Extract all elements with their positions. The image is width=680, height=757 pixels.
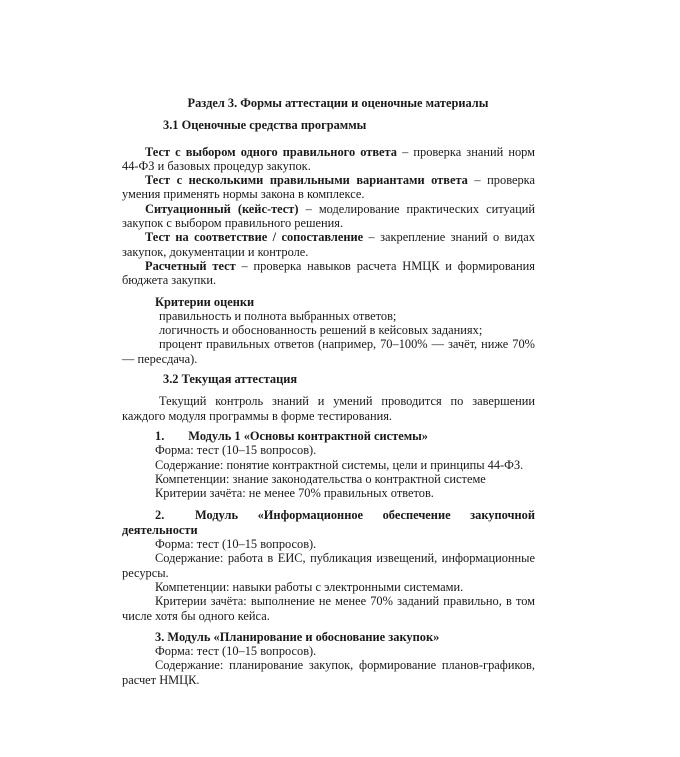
section-3-1-heading: 3.1 Оценочные средства программы [163, 118, 367, 133]
module-2-block [122, 508, 535, 622]
vertical-space [122, 110, 535, 118]
section-3-2-heading: 3.2 Текущая аттестация [163, 372, 298, 387]
module-title-words [195, 508, 535, 522]
assessment-item [122, 173, 535, 202]
module-detail-line: Форма: тест (10–15 вопросов). [155, 644, 317, 659]
module-2-heading-line-2: деятельности [122, 522, 198, 537]
module-title: Модуль 1 «Основы контрактной системы» [188, 428, 429, 443]
module-3-heading [122, 630, 535, 644]
criteria-item: логичность и обоснованность решений в кейсовых заданиях; [159, 323, 483, 338]
module-number: 1. [155, 428, 165, 443]
module-detail-line: Содержание: планирование закупок, формирование планов-графиков, расчет НМЦК. [122, 658, 535, 687]
module-detail-line: Компетенции: знание законодательства о контрактной системе [155, 471, 486, 486]
assessment-description: – проверка знаний норм 44-ФЗ и базовых процедур закупок. [122, 144, 535, 173]
module-detail-line: Содержание: понятие контрактной системы, цели и принципы 44-ФЗ. [155, 457, 524, 472]
module-detail-line: Критерии зачёта: не менее 70% правильных ответов. [155, 486, 434, 501]
assessment-description: – закрепление знаний о видах закупок, документации и контроле. [122, 230, 535, 259]
current-attestation-intro: Текущий контроль знаний и умений проводится по завершении каждого модуля программы в форме тестирования. [122, 394, 535, 423]
criteria-item: процент правильных ответов (например, 70–100% — зачёт, ниже 70% — пересдача). [122, 337, 535, 366]
assessment-description: – проверка навыков расчета НМЦК и формирования бюджета закупки. [122, 258, 535, 288]
module-number: 2. [155, 508, 165, 523]
module-title-word: обеспечение [382, 508, 451, 523]
assessment-term: Тест с выбором одного правильного ответа [145, 144, 397, 159]
vertical-space [122, 623, 535, 630]
assessment-description: – проверка умения применять нормы закона в комплексе. [122, 173, 536, 202]
module-3-block [122, 630, 535, 687]
module-title-word: «Информационное [257, 508, 364, 523]
assessment-description: – моделирование практических ситуаций закупок с выбором правильного решения. [122, 201, 535, 231]
module-title: Модуль «Планирование и обоснование закупок» [167, 629, 440, 644]
assessment-term: Тест с несколькими правильными вариантами ответа [145, 173, 468, 188]
module-1-heading [122, 429, 535, 443]
module-1-block [122, 429, 535, 500]
assessment-item [122, 259, 535, 288]
assessment-item [122, 145, 535, 174]
module-2-heading-line-1 [122, 508, 535, 522]
criteria-item: правильность и полнота выбранных ответов; [159, 308, 397, 323]
assessment-item [122, 202, 535, 231]
module-detail-line: Форма: тест (10–15 вопросов). [155, 443, 317, 458]
vertical-space [122, 133, 535, 145]
module-detail-line: Форма: тест (10–15 вопросов). [155, 537, 317, 552]
module-detail-line: Критерии зачёта: выполнение не менее 70% заданий правильно, в том числе хотя бы одного кейса. [122, 594, 535, 623]
document-title: Раздел 3. Формы аттестации и оценочные материалы [187, 96, 489, 110]
assessment-term: Тест на соответствие / сопоставление [145, 230, 364, 245]
vertical-space [122, 386, 535, 394]
vertical-space [122, 500, 535, 508]
module-detail-line: Содержание: работа в ЕИС, публикация извещений, информационные ресурсы. [122, 551, 535, 580]
assessment-item [122, 230, 535, 259]
module-title-word: Модуль [195, 508, 239, 523]
module-number: 3. [155, 629, 165, 644]
criteria-heading: Критерии оценки [155, 294, 255, 309]
assessment-term: Расчетный тест [145, 258, 236, 273]
assessment-term: Ситуационный (кейс-тест) [145, 201, 299, 216]
module-detail-line: Компетенции: навыки работы с электронными системами. [155, 579, 464, 594]
vertical-space [122, 288, 535, 295]
module-title-word: закупочной [470, 508, 535, 523]
